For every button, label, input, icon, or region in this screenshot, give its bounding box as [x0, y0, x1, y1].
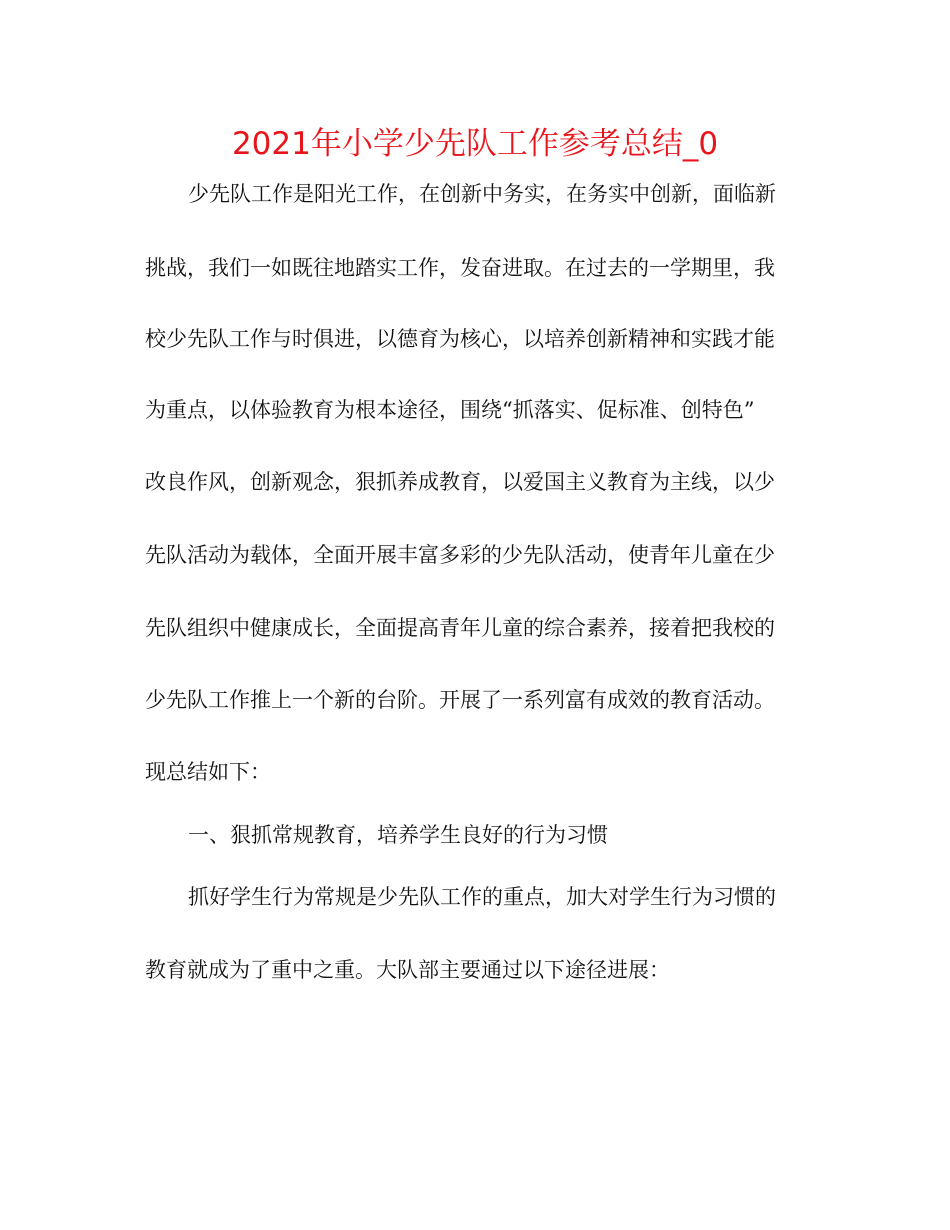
paragraph-1-line-3: 校少先队工作与时俱进，以德育为核心，以培养创新精神和实践才能 — [145, 327, 775, 351]
section-heading-1: 一、狠抓常规教育，培养学生良好的行为习惯 — [188, 823, 608, 847]
paragraph-1-line-5: 改良作风，创新观念，狠抓养成教育，以爱国主义教育为主线，以少 — [145, 470, 775, 494]
paragraph-1-line-9: 现总结如下： — [145, 760, 271, 784]
paragraph-1-line-8: 少先队工作推上一个新的台阶。开展了一系列富有成效的教育活动。 — [145, 688, 775, 712]
paragraph-1-line-4: 为重点，以体验教育为根本途径，围绕“抓落实、促标准、创特色” — [145, 398, 755, 422]
paragraph-1-line-2: 挑战，我们一如既往地踏实工作，发奋进取。在过去的一学期里，我 — [145, 256, 775, 280]
paragraph-2-line-2: 教育就成为了重中之重。大队部主要通过以下途径进展： — [145, 958, 670, 982]
document-title: 2021年小学少先队工作参考总结_0 — [231, 126, 719, 162]
paragraph-1-line-6: 先队活动为载体，全面开展丰富多彩的少先队活动，使青年儿童在少 — [145, 543, 775, 567]
paragraph-1-line-7: 先队组织中健康成长，全面提高青年儿童的综合素养，接着把我校的 — [145, 616, 775, 640]
paragraph-1-line-1: 少先队工作是阳光工作，在创新中务实，在务实中创新，面临新 — [188, 182, 776, 206]
paragraph-2-line-1: 抓好学生行为常规是少先队工作的重点，加大对学生行为习惯的 — [188, 885, 776, 909]
